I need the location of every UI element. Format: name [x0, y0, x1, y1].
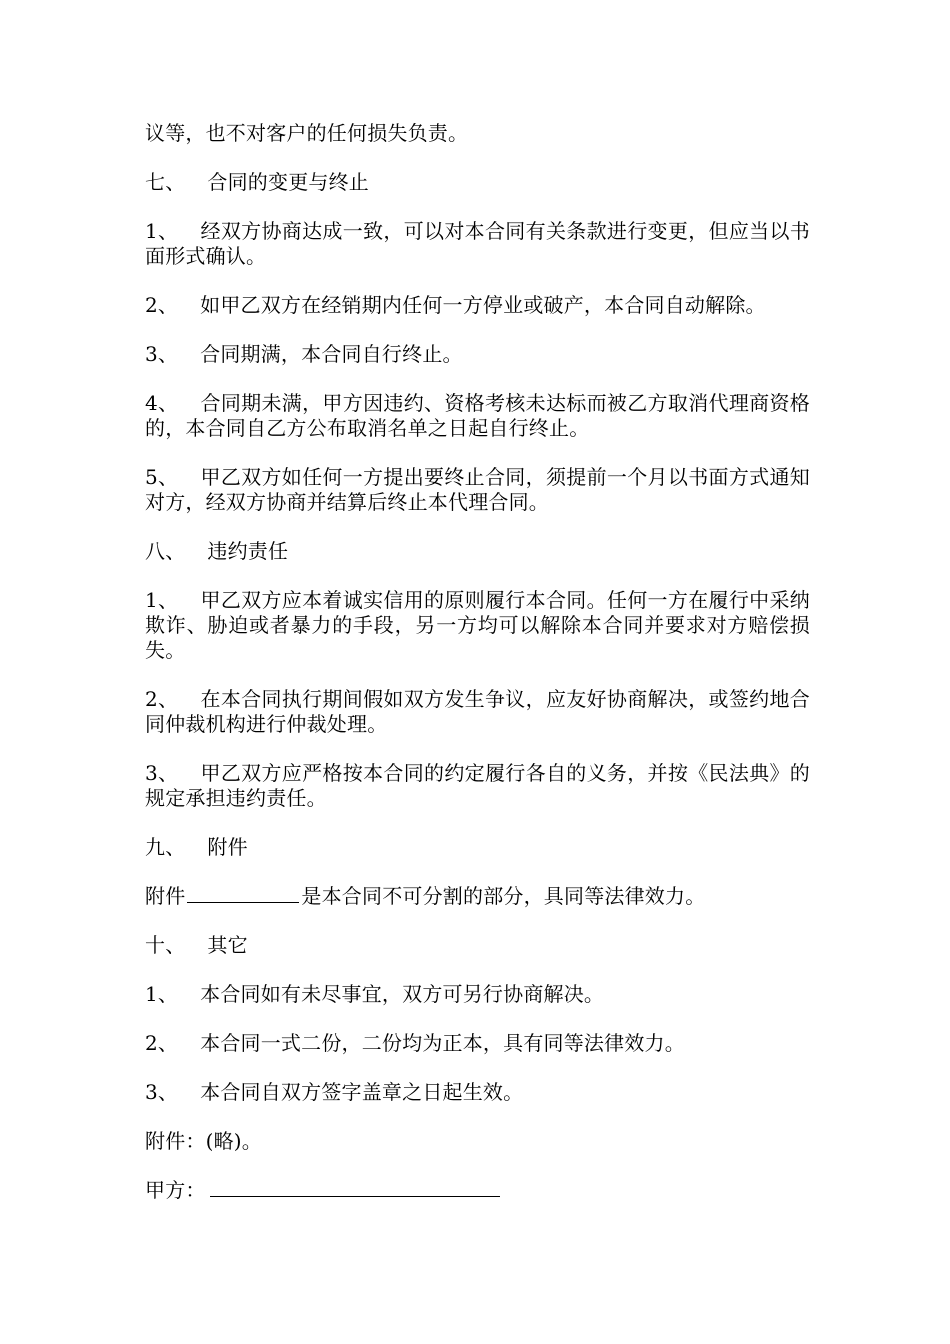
clause-item	[145, 391, 810, 441]
document-page	[145, 121, 810, 1227]
clause-text: 甲乙双方应严格按本合同的约定履行各自的义务，并按《民法典》的规定承担违约责任。	[145, 761, 811, 810]
clause-text: 本合同如有未尽事宜，双方可另行协商解决。	[200, 982, 605, 1006]
section-title: 附件	[207, 835, 248, 859]
section-title: 合同的变更与终止	[207, 170, 370, 194]
party-a-label: 甲方：	[145, 1178, 206, 1202]
clause-item	[145, 982, 810, 1007]
clause-text: 在本合同执行期间假如双方发生争议，应友好协商解决，或签约地合同仲裁机构进行仲裁处理。	[145, 687, 811, 736]
section-number: 十、	[145, 933, 186, 957]
clause-item	[145, 219, 810, 269]
clause-item	[145, 687, 810, 737]
section-title: 违约责任	[207, 539, 289, 563]
section-heading	[145, 835, 810, 860]
paragraph-block-main	[145, 121, 810, 860]
clause-number: 2、	[145, 293, 179, 317]
section-number: 七、	[145, 170, 186, 194]
clause-text: 本合同一式二份，二份均为正本，具有同等法律效力。	[200, 1031, 685, 1055]
section-heading	[145, 539, 810, 564]
clause-number: 3、	[145, 761, 179, 785]
section-title: 其它	[207, 933, 248, 957]
paragraph-block-other	[145, 933, 810, 1154]
clause-item	[145, 761, 810, 811]
section-number: 八、	[145, 539, 186, 563]
clause-number: 1、	[145, 219, 179, 243]
clause-item	[145, 342, 810, 367]
attachment-suffix: 是本合同不可分割的部分，具同等法律效力。	[301, 884, 706, 908]
attachment-blank-field[interactable]	[187, 884, 299, 903]
section-heading	[145, 170, 810, 195]
attachment-prefix: 附件	[145, 884, 186, 908]
clause-item	[145, 465, 810, 515]
clause-text: 甲乙双方应本着诚实信用的原则履行本合同。任何一方在履行中采纳欺诈、胁迫或者暴力的手段，另一方均可以解除本合同并要求对方赔偿损失。	[145, 588, 811, 662]
clause-item	[145, 1080, 810, 1105]
clause-number: 3、	[145, 342, 179, 366]
clause-text: 合同期未满，甲方因违约、资格考核未达标而被乙方取消代理商资格的，本合同自乙方公布取消名单之日起自行终止。	[145, 391, 811, 440]
clause-number: 2、	[145, 687, 179, 711]
party-a-signature-field[interactable]	[210, 1178, 500, 1197]
clause-number: 5、	[145, 465, 179, 489]
clause-text: 本合同自双方签字盖章之日起生效。	[200, 1080, 524, 1104]
clause-text: 甲乙双方如任何一方提出要终止合同，须提前一个月以书面方式通知对方，经双方协商并结算后终止本代理合同。	[145, 465, 811, 514]
attachment-line	[145, 884, 810, 909]
clause-text: 议等，也不对客户的任何损失负责。	[145, 121, 469, 145]
paragraph-text	[145, 1129, 810, 1154]
clause-number: 3、	[145, 1080, 179, 1104]
clause-item	[145, 293, 810, 318]
party-a-signature-line	[145, 1178, 810, 1203]
paragraph-text	[145, 121, 810, 146]
clause-text: 经双方协商达成一致，可以对本合同有关条款进行变更，但应当以书面形式确认。	[145, 219, 811, 268]
clause-item	[145, 1031, 810, 1056]
section-heading	[145, 933, 810, 958]
clause-number: 2、	[145, 1031, 179, 1055]
clause-number: 1、	[145, 588, 179, 612]
clause-item	[145, 588, 810, 663]
clause-text: 合同期满，本合同自行终止。	[200, 342, 463, 366]
clause-text: 如甲乙双方在经销期内任何一方停业或破产，本合同自动解除。	[200, 293, 766, 317]
clause-number: 4、	[145, 391, 179, 415]
clause-number: 1、	[145, 982, 179, 1006]
section-number: 九、	[145, 835, 186, 859]
clause-text: 附件：(略)。	[145, 1129, 263, 1153]
